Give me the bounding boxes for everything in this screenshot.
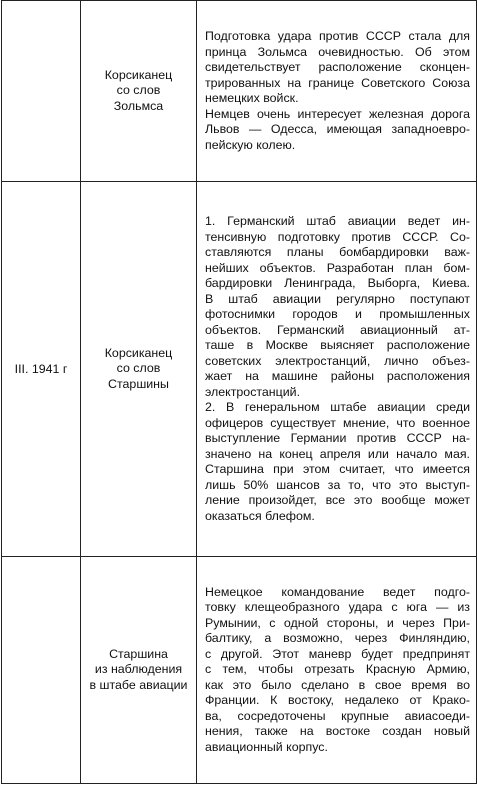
source-line: Старшины <box>108 376 169 391</box>
report-line: Львов — Одесса, имеющая западноевро- <box>205 122 470 136</box>
report-line: бардировки Ленинграда, Выборга, Киева. <box>205 276 470 290</box>
table-row <box>2 557 477 784</box>
report-line: свидетельствует расположение сконцен- <box>205 60 470 74</box>
report-line: немецких войск. <box>205 91 299 105</box>
report-line: выступление Германии против СССР на- <box>205 431 470 445</box>
report-line: таше в Москве выясняет расположение <box>205 338 470 352</box>
source-cell <box>81 182 197 557</box>
source-line: Зольмса <box>113 98 164 113</box>
report-line: Румынии, с одной стороны, и через При- <box>205 615 470 630</box>
report-line: с другой. Этот маневр будет предпринят <box>205 646 470 661</box>
date-cell: III. 1941 г <box>2 182 81 557</box>
report-line: нейших объектов. Разработан план бом- <box>205 260 470 275</box>
report-line: с тем, чтобы отрезать Красную Армию, <box>205 662 470 677</box>
source-line: со слов <box>116 361 161 376</box>
report-line: Немецкое командование ведет подго- <box>205 584 470 599</box>
report-line: Подготовка удара против СССР стала для <box>205 29 470 43</box>
report-line: ва, сосредоточены крупные авиасоеди- <box>205 708 470 723</box>
report-line: ление произойдет, все это вообще может <box>205 493 470 507</box>
source-line: Старшина <box>109 646 168 661</box>
report-line: принца Зольмса очевидностью. Об этом <box>205 44 470 59</box>
report-line: Франции. К востоку, недалеко от Крако- <box>205 693 470 708</box>
source-line: из наблюдения <box>94 662 183 677</box>
report-line: офицеров существует мнение, что военное <box>205 415 470 430</box>
report-cell <box>197 182 477 557</box>
table-row <box>2 182 477 557</box>
report-line: 2. В генеральном штабе авиации среди <box>205 400 470 414</box>
report-cell <box>197 557 477 784</box>
report-line: оказаться блефом. <box>205 508 315 523</box>
source-line: Корсиканец <box>104 345 173 360</box>
intelligence-table <box>1 0 477 784</box>
report-line: балтику, а возможно, через Финляндию, <box>205 631 470 646</box>
report-line: тенсивную подготовку против СССР. Со- <box>205 229 470 244</box>
report-line: авиационный корпус. <box>205 739 328 754</box>
report-line: ставляются планы бомбардировки важ- <box>205 245 470 259</box>
report-line: 1. Германский штаб авиации ведет ин- <box>205 214 470 228</box>
report-line: нения, также на востоке создан новый <box>205 724 470 739</box>
report-line: электростанций. <box>205 384 301 399</box>
report-line: Старшина при этом считает, что имеется <box>205 462 470 476</box>
report-cell <box>197 1 477 182</box>
report-line: пейскую колею. <box>205 137 296 152</box>
source-line: в штабе авиации <box>89 677 188 692</box>
report-line: трированных на границе Советского Союза <box>205 75 470 90</box>
source-line: Корсиканец <box>104 67 173 82</box>
report-line: объектов. Германский авиационный ат- <box>205 322 470 337</box>
source-line: со слов <box>116 83 161 98</box>
report-line: Немцев очень интересует железная дорога <box>205 106 470 121</box>
report-line: фотоснимки городов и промышленных <box>205 307 470 321</box>
date-cell <box>2 557 81 784</box>
table-row <box>2 1 477 182</box>
source-cell <box>81 557 197 784</box>
source-cell <box>81 1 197 182</box>
report-line: значено на конец апреля или начало мая. <box>205 446 470 461</box>
report-line: жает на машине районы расположения <box>205 369 470 383</box>
report-line: как это было сделано в свое время во <box>205 677 470 692</box>
report-line: советских электростанций, лично объез- <box>205 353 470 368</box>
report-line: В штаб авиации регулярно поступают <box>205 291 470 306</box>
report-line: товку клещеобразного удара с юга — из <box>205 600 470 615</box>
report-line: лишь 50% шансов за то, что это выступ- <box>205 477 470 492</box>
date-cell <box>2 1 81 182</box>
